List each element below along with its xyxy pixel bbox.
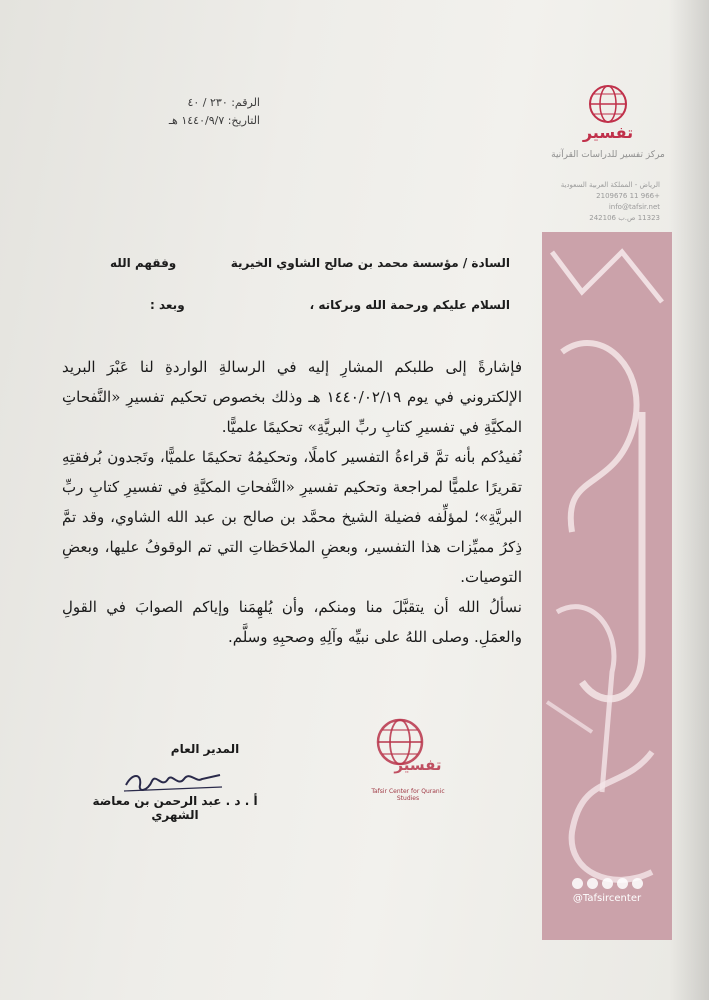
seal-globe-icon (368, 712, 448, 782)
reference-number: الرقم: ٢٣٠ / ٤٠ (187, 96, 260, 109)
decorative-calligraphy-stripe (542, 232, 672, 940)
signatory-name: أ . د . عبد الرحمن بن معاضة الشهري (92, 794, 258, 822)
letter-body (62, 352, 522, 652)
youtube-icon (617, 878, 628, 889)
calligraphy-pattern-icon (542, 232, 672, 940)
body-paragraph: نُفيدُكم بأنه تمَّ قراءةُ التفسير كاملًا، وتحكيمُهُ تحكيمًا علميًّا، وتَجدون بُرفقتِهِ تقريرًا علميًّا لمراجعة وتحكيم تفسيرِ «النَّفحاتِ المكيَّةِ في تفسيرِ كتابِ ربِّ البريَّةِ»؛ لمؤلِّفه فضيلة الشيخ محمَّد بن صالح بن عبد الله الشاوي، وقد تمَّ ذِكرُ مميِّزات هذا التفسير، وبعضِ الملاحَظاتِ التي تم الوقوفُ عليها، وبعضِ التوصيات. (62, 448, 522, 586)
social-handle: @Tafsircenter (572, 893, 642, 904)
page-edge-shadow (669, 0, 709, 1000)
org-name: مركز تفسير للدراسات القرآنية (551, 150, 665, 160)
handwritten-signature-icon (118, 765, 228, 799)
instagram-icon (602, 878, 613, 889)
greeting-salam: السلام عليكم ورحمة الله وبركاته ، (309, 298, 510, 312)
logo-word: تفسير (582, 123, 634, 142)
body-paragraph: نسألُ الله أن يتقبَّلَ منا ومنكم، وأن يُلهِمَنا وإياكم الصوابَ في القولِ والعمَلِ. وصلى اللهُ على نبيِّه وآلِهِ وصحبِهِ وسلَّم. (62, 598, 522, 646)
contact-line: الرياض - المملكة العربية السعودية (560, 181, 660, 189)
signatory-title: المدير العام (170, 742, 240, 756)
contact-block (548, 180, 660, 224)
addressee-blessing: وفقهم الله (110, 256, 177, 270)
contact-line: info@tafsir.net (608, 203, 660, 211)
letterhead-logo (548, 80, 668, 160)
social-icons (552, 878, 662, 889)
facebook-icon (572, 878, 583, 889)
telegram-icon (632, 878, 643, 889)
tafsir-globe-logo-icon (548, 80, 668, 144)
greeting-opener: وبعد : (150, 298, 185, 312)
official-seal (368, 712, 448, 802)
social-block (552, 878, 662, 904)
reference-block (90, 94, 260, 130)
seal-caption: Tafsir Center for Quranic Studies (371, 788, 445, 802)
contact-line: 11323 ص.ب 242106 (589, 214, 660, 222)
seal-word: تفسير (394, 756, 442, 774)
addressee-name: السادة / مؤسسة محمد بن صالح الشاوي الخيرية (230, 256, 510, 270)
reference-date: التاريخ: ١٤٤٠/٩/٧ هـ (168, 114, 260, 127)
contact-line: +966 11 2109676 (596, 192, 660, 200)
twitter-icon (587, 878, 598, 889)
body-paragraph: فإشارةً إلى طلبكم المشارِ إليه في الرسالةِ الواردةِ لنا عَبْرَ البريد الإلكتروني في يوم ١٤٤٠/٠٢/١٩ هـ وذلك بخصوص تحكيم تفسيرِ «النَّفحاتِ المكيَّةِ في تفسيرِ كتابِ ربِّ البريَّةِ» تحكيمًا علميًّا. (62, 358, 522, 436)
